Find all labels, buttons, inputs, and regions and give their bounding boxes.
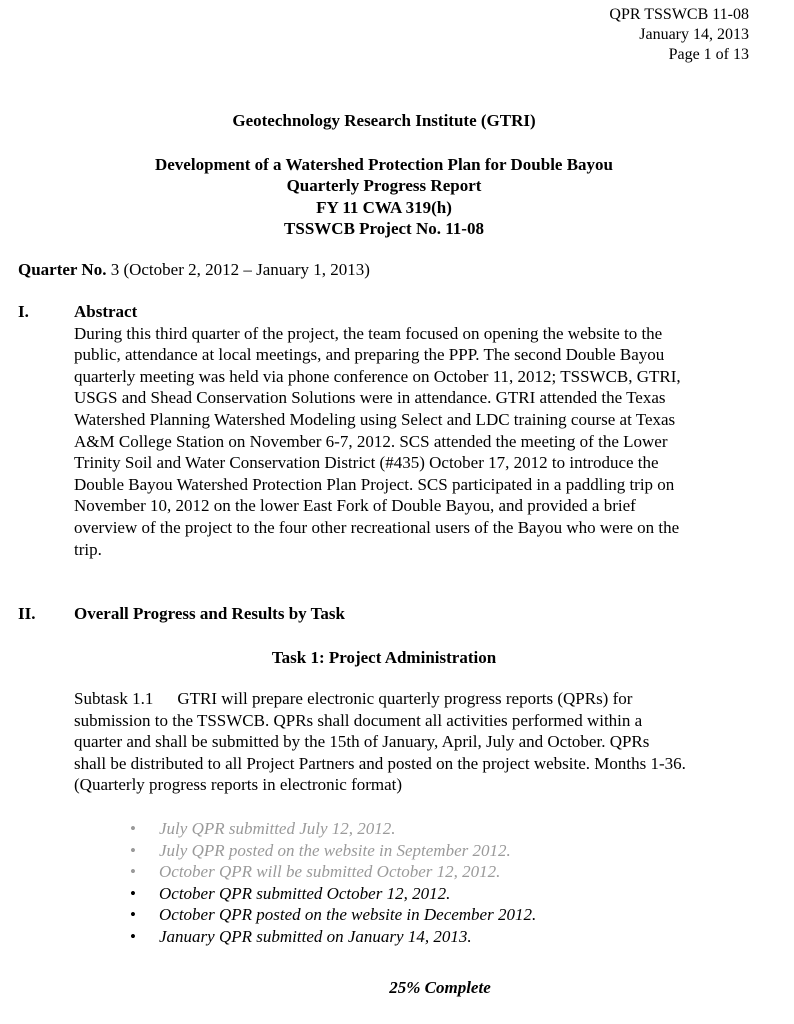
abstract-line: overview of the project to the four other recreational users of the Bayou who were on the (74, 517, 680, 537)
subtask-line: quarter and shall be submitted by the 15th of January, April, July and October. QPRs (74, 732, 650, 752)
subtask-line: submission to the TSSWCB. QPRs shall document all activities performed within a (74, 710, 643, 730)
subtask-number: Subtask 1.1 (74, 689, 154, 708)
page-header (609, 5, 749, 65)
abstract-line: quarterly meeting was held via phone conference on October 11, 2012; TSSWCB, GTRI, (74, 366, 681, 386)
report-type: Quarterly Progress Report (286, 176, 482, 196)
bullet-icon: • (130, 905, 136, 925)
abstract-line: A&M College Station on November 6-7, 2012. SCS attended the meeting of the Lower (74, 431, 668, 451)
institute-name: Geotechnology Research Institute (GTRI) (232, 111, 536, 130)
list-item: • July QPR posted on the website in September 2012. (130, 840, 511, 860)
list-item: • October QPR will be submitted October 12, 2012. (130, 862, 501, 882)
list-item: • July QPR submitted July 12, 2012. (130, 819, 396, 838)
abstract-line: USGS and Shead Conservation Solutions were in attendance. GTRI attended the Texas (74, 388, 666, 408)
bullet-icon: • (130, 840, 136, 860)
section-heading: Abstract (74, 302, 138, 321)
abstract-line: Watershed Planning Watershed Modeling using Select and LDC training course at Texas (74, 409, 676, 429)
section-numeral: II. (18, 604, 36, 623)
abstract-line: November 10, 2012 on the lower East Fork of Double Bayou, and provided a brief (74, 496, 636, 516)
project-number: TSSWCB Project No. 11-08 (284, 219, 484, 239)
page-number: Page 1 of 13 (668, 46, 749, 63)
document-id: QPR TSSWCB 11-08 (609, 6, 749, 23)
task-heading: Task 1: Project Administration (271, 648, 497, 667)
project-title: Development of a Watershed Protection Plan for Double Bayou (154, 154, 614, 174)
report-date: January 14, 2013 (639, 26, 749, 43)
abstract-section (18, 301, 758, 560)
quarter-label: Quarter No. (18, 260, 107, 279)
subtask-paragraph (74, 688, 764, 796)
bullet-icon: • (130, 926, 136, 946)
subtask-line: GTRI will prepare electronic quarterly progress reports (QPRs) for (177, 689, 633, 708)
abstract-line: Double Bayou Watershed Protection Plan Project. SCS participated in a paddling trip on (74, 474, 675, 494)
progress-section (18, 603, 758, 625)
list-item: • October QPR submitted October 12, 2012. (130, 883, 451, 903)
abstract-line: trip. (74, 539, 102, 559)
subtask-line: shall be distributed to all Project Partners and posted on the project website. Months 1-36. (74, 753, 686, 773)
bullet-icon: • (130, 862, 136, 882)
fiscal-year: FY 11 CWA 319(h) (316, 197, 452, 217)
abstract-line: public, attendance at local meetings, and preparing the PPP. The second Double Bayou (74, 345, 665, 365)
list-item: • January QPR submitted on January 14, 2013. (130, 926, 472, 946)
completion-status: 25% Complete (389, 978, 491, 997)
quarter-line (18, 259, 370, 281)
quarter-value: 3 (October 2, 2012 – January 1, 2013) (106, 260, 370, 279)
title-block (0, 110, 768, 240)
section-heading: Overall Progress and Results by Task (74, 604, 345, 623)
bullet-icon: • (130, 819, 136, 838)
section-numeral: I. (18, 302, 29, 321)
status-list (130, 818, 536, 948)
bullet-icon: • (130, 883, 136, 903)
list-item: • October QPR posted on the website in December 2012. (130, 905, 537, 925)
abstract-line: Trinity Soil and Water Conservation District (#435) October 17, 2012 to introduce the (74, 453, 659, 473)
abstract-line: During this third quarter of the project, the team focused on opening the website to the (74, 323, 663, 343)
abstract-body (74, 323, 758, 561)
subtask-line: (Quarterly progress reports in electronic format) (74, 775, 403, 795)
